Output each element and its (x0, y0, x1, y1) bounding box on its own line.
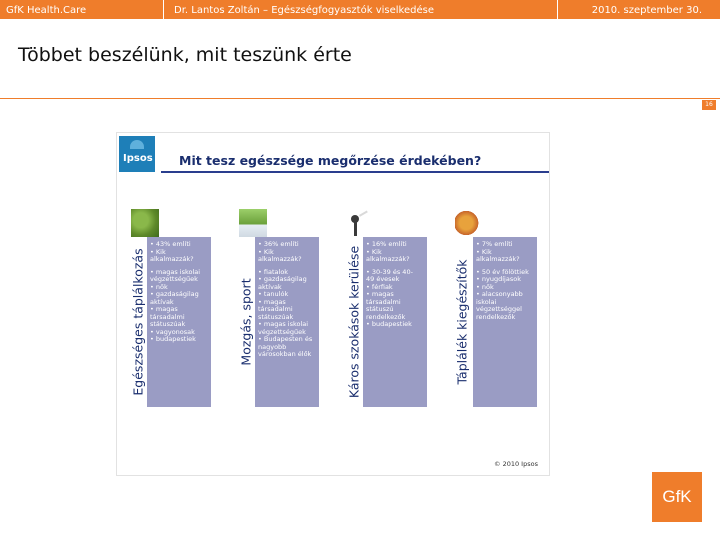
panel-line: • tanulók (258, 291, 289, 298)
column-label-text: Egészséges táplálkozás (130, 248, 146, 396)
panel-line: • 7% említi (476, 241, 513, 248)
header-date: 2010. szeptember 30. (591, 5, 702, 16)
panel-line: • 50 év fölöttiek (476, 268, 529, 276)
header-divider (163, 0, 164, 19)
column-panel (473, 237, 537, 407)
title-divider (0, 98, 720, 99)
panel-line: társadalmi (366, 298, 401, 306)
panel-group (366, 241, 424, 264)
panel-group (476, 269, 534, 322)
column-label-text: Mozgás, sport (238, 278, 254, 366)
panel-line: • 30-39 és 40- (366, 268, 413, 276)
panel-group (476, 241, 534, 264)
panel-group (366, 269, 424, 329)
column-label-text: Táplálék kiegészítők (454, 259, 470, 385)
panel-group (150, 269, 208, 344)
panel-line: végzettségűek (150, 276, 198, 283)
column-panel (363, 237, 427, 407)
supplement-image-icon (455, 209, 483, 237)
no-smoking-icon (345, 209, 373, 237)
header-center-text: Dr. Lantos Zoltán – Egészségfogyasztók viselkedése (174, 5, 434, 16)
panel-line: • magas iskolai (150, 268, 201, 276)
panel-line: • Budapesten és (258, 336, 313, 343)
slide-number: 16 (702, 100, 716, 110)
embedded-slide-image (116, 132, 550, 476)
panel-line: rendelkezők (476, 313, 516, 321)
panel-line: • vagyonosak (150, 328, 195, 336)
column-label-text: Káros szokások kerülése (346, 245, 362, 399)
panel-line: • magas (366, 291, 394, 298)
ipsos-logo-text: Ipsos (123, 153, 153, 164)
panel-group (258, 269, 316, 359)
panel-line: • alacsonyabb (476, 291, 523, 298)
panel-line: • magas (150, 306, 178, 313)
header-left-text: GfK Health.Care (6, 5, 87, 16)
panel-line: városokban élők (258, 351, 312, 358)
panel-line: • 16% említi (366, 241, 407, 248)
panel-line: • Kik (366, 248, 382, 256)
panel-line: státuszúak (258, 313, 294, 321)
vegetable-image-icon (131, 209, 159, 237)
panel-line: • gazdaságilag (258, 276, 307, 283)
header-divider (557, 0, 558, 19)
ipsos-logo (119, 136, 155, 172)
panel-line: társadalmi (258, 306, 293, 313)
panel-line: • férfiak (366, 283, 393, 291)
panel-line: alkalmazzák? (258, 256, 302, 263)
panel-line: • nyugdíjasok (476, 276, 521, 283)
panel-line: alkalmazzák? (150, 256, 194, 263)
panel-line: • fiatalok (258, 268, 289, 276)
panel-line: • gazdaságilag (150, 291, 199, 298)
sport-image-icon (239, 209, 267, 237)
panel-line: nagyobb (258, 343, 287, 351)
panel-line: • budapestiek (150, 336, 196, 343)
panel-line: • Kik (476, 248, 492, 256)
panel-group (150, 241, 208, 264)
panel-line: 49 évesek (366, 276, 400, 283)
panel-line: • Kik (150, 248, 166, 256)
panel-line: • magas (258, 298, 286, 306)
header-bar (0, 0, 720, 19)
panel-line: • 43% említi (150, 241, 191, 248)
panel-line: végzettséggel (476, 306, 522, 313)
column-panel (255, 237, 319, 407)
no-smoking-icon (345, 209, 373, 237)
panel-line: státuszú (366, 306, 394, 313)
copyright-footer: © 2010 Ipsos (494, 460, 538, 468)
panel-line: • budapestiek (366, 321, 412, 328)
column-label (344, 237, 364, 407)
panel-line: • Kik (258, 248, 274, 256)
column-label (236, 237, 256, 407)
panel-line: aktívak (150, 298, 174, 306)
embedded-slide-title: Mit tesz egészsége megőrzése érdekében? (179, 153, 482, 168)
panel-line: iskolai (476, 298, 497, 306)
panel-line: státuszúak (150, 321, 186, 328)
panel-line: • nők (150, 283, 168, 291)
panel-line: társadalmi (150, 313, 185, 321)
ipsos-logo-cap (130, 140, 144, 149)
column-label (452, 237, 472, 407)
column-label (128, 237, 148, 407)
panel-line: alkalmazzák? (366, 256, 410, 263)
column-panel (147, 237, 211, 407)
panel-group (258, 241, 316, 264)
panel-line: rendelkezők (366, 313, 406, 321)
embedded-slide-rule (161, 171, 549, 173)
page-title: Többet beszélünk, mit teszünk érte (18, 44, 352, 66)
panel-line: aktívak (258, 283, 282, 291)
panel-line: • magas iskolai (258, 321, 309, 328)
panel-line: • 36% említi (258, 241, 299, 248)
panel-line: alkalmazzák? (476, 256, 520, 263)
panel-line: • nők (476, 283, 494, 291)
panel-line: végzettségűek (258, 328, 306, 336)
gfk-logo: GfK (652, 472, 702, 522)
